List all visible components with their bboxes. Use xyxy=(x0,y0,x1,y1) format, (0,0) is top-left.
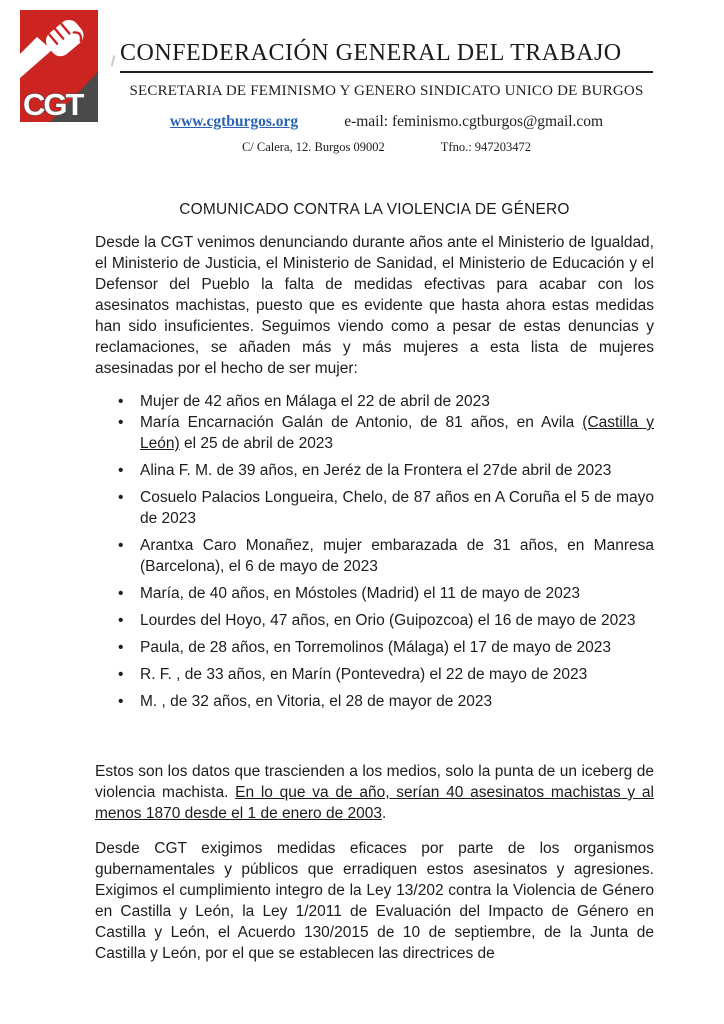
victim-underlined-text: (Castilla y León) xyxy=(140,414,654,452)
stats-text-end: . xyxy=(381,805,387,822)
victims-list xyxy=(95,391,654,712)
phone-number: Tfno.: 947203472 xyxy=(440,140,532,154)
address-line xyxy=(120,140,653,155)
cgt-logo xyxy=(20,10,98,122)
victim-text: Cosuelo Palacios Longueira, Chelo, de 87 años en A Coruña el 5 de mayo de 2023 xyxy=(140,489,654,527)
victim-item xyxy=(95,664,654,685)
org-name: CONFEDERACIÓN GENERAL DEL TRABAJO xyxy=(120,40,653,73)
victim-text: Lourdes del Hoyo, 47 años, en Orio (Guipozcoa) el 16 de mayo de 2023 xyxy=(140,612,636,629)
stats-text: Estos son los datos que trascienden a los medios, solo la punta de un iceberg de violencia machista. xyxy=(95,763,654,801)
street-address: C/ Calera, 12. Burgos 09002 xyxy=(241,140,385,154)
victim-text: Paula, de 28 años, en Torremolinos (Málaga) el 17 de mayo de 2023 xyxy=(140,639,612,656)
victim-text: Arantxa Caro Monañez, mujer embarazada de 31 años, en Manresa (Barcelona), el 6 de mayo de 2023 xyxy=(140,537,654,575)
victim-item xyxy=(95,412,654,454)
victim-text: María, de 40 años, en Móstoles (Madrid) el 11 de mayo de 2023 xyxy=(140,585,580,602)
victim-item xyxy=(95,583,654,604)
cgt-logo-graphic xyxy=(20,10,98,122)
logo-cgt-text: CGT xyxy=(23,87,83,122)
victim-item xyxy=(95,691,654,712)
letterhead xyxy=(0,0,724,155)
paragraph-demands: Desde CGT exigimos medidas eficaces por parte de los organismos gubernamentales y públicos que erradiquen estos asesinatos y agresiones. Exigimos el cumplimiento integro de la Ley 13/202 contra la Violencia de Género en Castilla y León, la Ley 1/2011 de Evaluación del Impacto de Género en Castilla y León, el Acuerdo 130/2015 de 10 de septiembre, de la Junta de Castilla y León, por el que se establecen las directrices de xyxy=(95,840,654,962)
paragraph-stats xyxy=(95,761,654,824)
paragraph-intro: Desde la CGT venimos denunciando durante años ante el Ministerio de Igualdad, el Ministerio de Justicia, el Ministerio de Sanidad, el Ministerio de Educación y el Defensor del Pueblo la falta de medidas efectivas para acabar con los asesinatos machistas, puesto que es evidente que hasta ahora estas medidas han sido insuficientes. Seguimos viendo como a pesar de estas denuncias y reclamaciones, se añaden más y más mujeres a esta lista de mujeres asesinadas por el hecho de ser mujer: xyxy=(95,234,654,377)
contact-line xyxy=(120,113,653,131)
victim-item xyxy=(95,610,654,631)
victim-text: Mujer de 42 años en Málaga el 22 de abril de 2023 xyxy=(140,393,490,410)
victim-text: el 25 de abril de 2023 xyxy=(179,435,334,452)
victim-text: Alina F. M. de 39 años, en Jeréz de la Frontera el 27de abril de 2023 xyxy=(140,462,612,479)
website-link[interactable]: www.cgtburgos.org xyxy=(169,113,299,130)
email-text: e-mail: feminismo.cgtburgos@gmail.com xyxy=(344,113,604,130)
victim-text: R. F. , de 33 años, en Marín (Pontevedra) el 22 de mayo de 2023 xyxy=(140,666,588,683)
department-line: SECRETARIA DE FEMINISMO Y GENERO SINDICATO UNICO DE BURGOS xyxy=(129,83,644,99)
victim-item xyxy=(95,637,654,658)
victim-text: M. , de 32 años, en Vitoria, el 28 de mayor de 2023 xyxy=(140,693,493,710)
letterhead-text xyxy=(120,0,653,155)
document-body xyxy=(95,201,654,964)
stats-underlined-text: En lo que va de año, serían 40 asesinatos machistas y al menos 1870 desde el 1 de enero de 2003 xyxy=(95,784,654,822)
victim-item xyxy=(95,535,654,577)
victim-item xyxy=(95,460,654,481)
document-title: COMUNICADO CONTRA LA VIOLENCIA DE GÉNERO xyxy=(179,201,570,218)
victim-text: María Encarnación Galán de Antonio, de 81 años, en Avila xyxy=(140,414,583,431)
victim-item xyxy=(95,487,654,529)
victim-item xyxy=(95,391,654,412)
